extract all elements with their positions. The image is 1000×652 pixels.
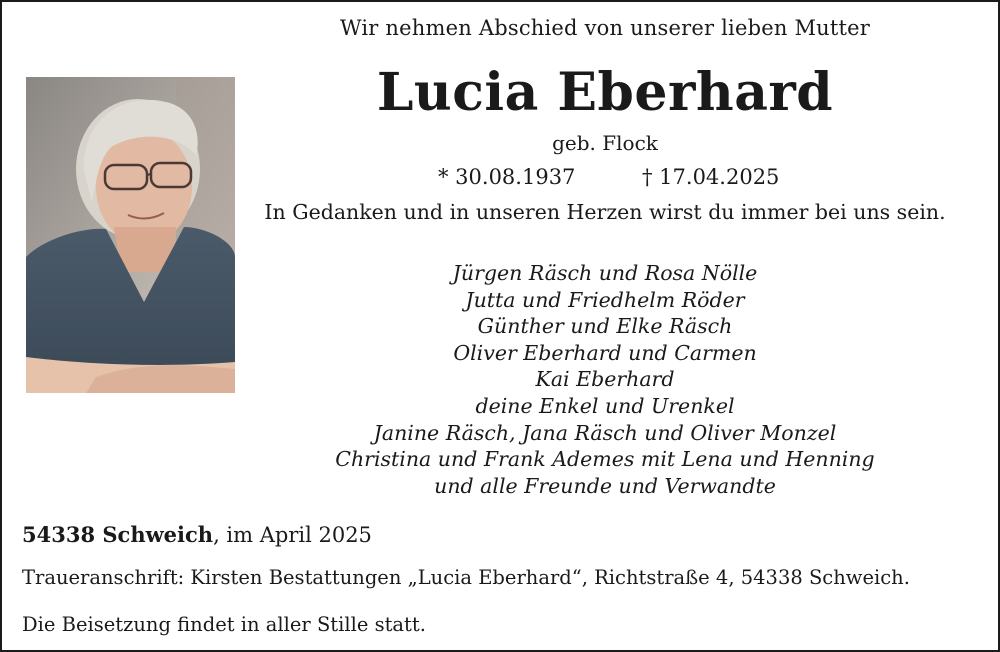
mourner-line: Jutta und Friedhelm Röder: [465, 287, 745, 312]
mourner-line: Oliver Eberhard und Carmen: [453, 340, 757, 365]
mourners-list: [300, 260, 910, 499]
mourner-line: deine Enkel und Urenkel: [475, 393, 735, 418]
mourner-line: Kai Eberhard: [535, 367, 675, 392]
portrait-photo: [26, 77, 235, 393]
mourner-line: und alle Freunde und Verwandte: [434, 473, 776, 498]
memorial-motto: In Gedanken und in unseren Herzen wirst du immer bei uns sein.: [264, 200, 946, 224]
mourner-line: Jürgen Räsch und Rosa Nölle: [452, 261, 758, 285]
deceased-name: Lucia Eberhard: [376, 62, 834, 123]
mourning-address: Traueranschrift: Kirsten Bestattungen „Lucia Eberhard“, Richtstraße 4, 54338 Schweich.: [22, 566, 910, 589]
birth-date: * 30.08.1937: [438, 165, 576, 189]
mourner-line: Christina und Frank Ademes mit Lena und Henning: [335, 447, 875, 472]
place-name: 54338 Schweich: [22, 522, 214, 547]
burial-note: Die Beisetzung findet in aller Stille statt.: [22, 613, 426, 636]
maiden-name: geb. Flock: [552, 131, 658, 155]
mourner-line: Janine Räsch, Jana Räsch und Oliver Monzel: [373, 420, 837, 445]
place-and-date: [22, 522, 372, 547]
mourner-line: Günther und Elke Räsch: [477, 314, 733, 339]
intro-line: Wir nehmen Abschied von unserer lieben Mutter: [339, 16, 871, 40]
notice-date: , im April 2025: [213, 523, 372, 547]
death-date: † 17.04.2025: [642, 165, 780, 189]
